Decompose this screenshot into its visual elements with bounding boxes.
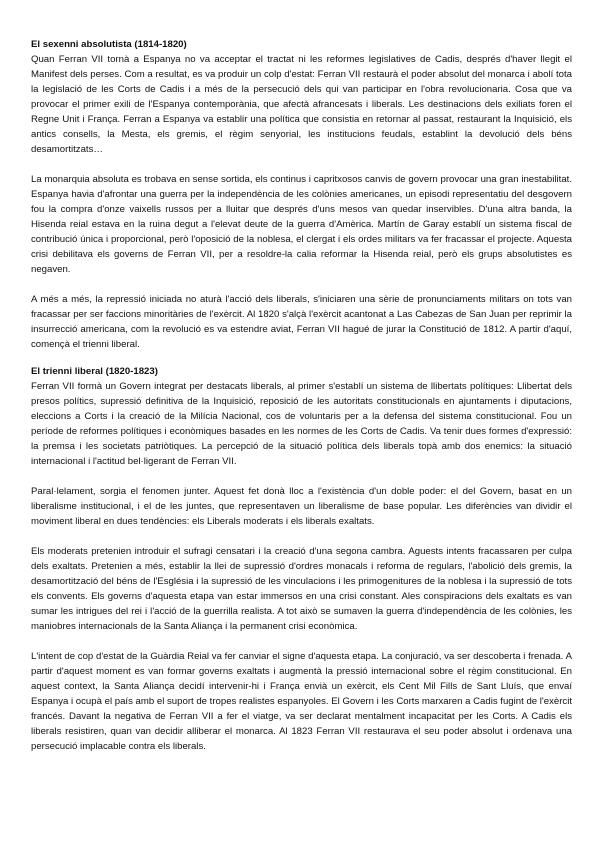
paragraph-spacer bbox=[31, 469, 572, 484]
paragraph-spacer bbox=[31, 529, 572, 544]
paragraph: A més a més, la repressió iniciada no aturà l'acció dels liberals, s'iniciaren una sèrie de pronunciaments militars on tots van fracassar per ser faccions minoritàries de l'exèrcit. Al 1820 s'alçà l'exèrcit acantonat a Las Cabezas de San Juan per reprimir la insurrecció americana, com la revolució es va estendre aviat, Ferran VII hagué de jurar la Constitució de 1812. A partir d'aquí, començà el trienni liberal. bbox=[31, 294, 572, 350]
paragraph: L'intent de cop d'estat de la Guàrdia Reial va fer canviar el signe d'aquesta etapa. La conjuració, va ser descoberta i frenada. A partir d'aquest moment es van formar governs exaltats i augmentà la pressió internacional sobre el règim constitucional. En aquest context, la Santa Aliança decidí intervenir-hi i França envià un exèrcit, els Cent Mil Fills de Sant Lluís, que envaí Espanya i ocupà el país amb el suport de tropes realistes espanyoles. El Govern i les Corts marxaren a Cadis fugint de l'exèrcit francés. Davant la negativa de Ferran VII a fer el viatge, va ser declarat mentalment incapacitat per les Corts. A Cadis els liberals resistiren, quan van decidir alliberar el monarca. Al 1823 Ferran VII restaurava el seu poder absolut i ordenava una persecució implacable contra els liberals. bbox=[31, 651, 572, 752]
paragraph: Ferran VII formà un Govern integrat per destacats liberals, al primer s'establí un sistema de llibertats polítiques: Llibertat dels presos polítics, supressió definitiva de la Inquisició, reposició de les autoritats constitucionals en ajuntaments i diputacions, eleccions a Corts i la creació de la Milícia Nacional, cos de voluntaris per a la defensa del sistema constitucional. Fou un període de reformes polítiques i econòmiques basades en les normes de les Corts de Cadis. Va tenir dues formes d'expressió: la premsa i les societats patriòtiques. La percepció de la situació política dels liberals topà amb dos enemics: la situació internacional i l'actitud bel·ligerant de Ferran VII. bbox=[31, 381, 572, 467]
paragraph: La monarquia absoluta es trobava en sense sortida, els continus i capritxosos canvis de govern provocar una gran inestabilitat. Espanya havia d'afrontar una guerra per la independència de les colònies americanes, un episodi representatiu del desgovern fou la compra d'onze vaixells russos per a lluitar que després d'uns mesos van quedar inservibles. D'una altra banda, la Hisenda reial estava en la ruina degut a l'elevat deute de la guerra d'Amèrica. Martín de Garay establí un sistema fiscal de contribució única i proporcional, però l'oposició de la noblesa, el clergat i els ordes militars va fer fracassar el projecte. Aquesta crisi debilitava els governs de Ferran VII, per a resoldre-la calia reformar la Hisenda reial, però els grups absolutistes es negaven. bbox=[31, 174, 572, 275]
paragraph-spacer bbox=[31, 277, 572, 292]
paragraph: Paral·lelament, sorgia el fenomen junter. Aquest fet donà lloc a l'existència d'un doble poder: el del Govern, basat en un liberalisme institucional, i el de les juntes, que representaven un liberalisme de base popular. Les diferències van dividir el moviment liberal en dues tendències: els Liberals moderats i els liberals exaltats. bbox=[31, 486, 572, 527]
paragraph-spacer bbox=[31, 157, 572, 172]
paragraph: Quan Ferran VII tornà a Espanya no va acceptar el tractat ni les reformes legislatives de Cadis, després d'haver llegit el Manifest dels perses. Com a resultat, es va produir un colp d'estat: Ferran VII restaurà el poder absolut del monarca i abolí tota la legislació de les Corts de Cadis i a més de la persecució dels qui van participar en l'obra revolucionaria. Cosa que va provocar el primer exili de l'Espanya contemporània, que afectà afrancesats i liberals. Les destinacions dels exiliats foren el Regne Unit i França. Ferran a Espanya va establir una política que consistia en retornar al passat, restaurant la Inquisició, els antics consells, la Mesta, els gremis, el règim senyorial, les institucions feudals, establint la devolució dels béns desamortitzats… bbox=[31, 54, 572, 155]
section-title-sexenni: El sexenni absolutista (1814-1820) bbox=[31, 39, 187, 50]
paragraph: Els moderats pretenien introduir el sufragi censatari i la creació d'una segona cambra. Aguests intents fracassaren per culpa dels exaltats. Pretenien a més, establir la llei de supressió d'ordres monacals i reforma de regulars, l'abolició dels gremis, la desamortització del béns de l'Església i la supressió de les vinculacions i les primogenitures de la noblesa i la supressió de tots els convents. Els governs d'aquesta etapa van estar immersos en una crisi constant. Ales conspiracions dels exaltats es van sumar les intrigues del rei i l'acció de la guerrilla realista. A tot això se sumaven la guerra d'independència de les colònies, les maniobres internacionals de la Santa Aliança i la permanent crisi econòmica. bbox=[31, 546, 572, 632]
document-page bbox=[31, 38, 572, 754]
paragraph-spacer bbox=[31, 352, 572, 365]
paragraph-spacer bbox=[31, 634, 572, 649]
section-title-trienni: El trienni liberal (1820-1823) bbox=[31, 366, 158, 377]
